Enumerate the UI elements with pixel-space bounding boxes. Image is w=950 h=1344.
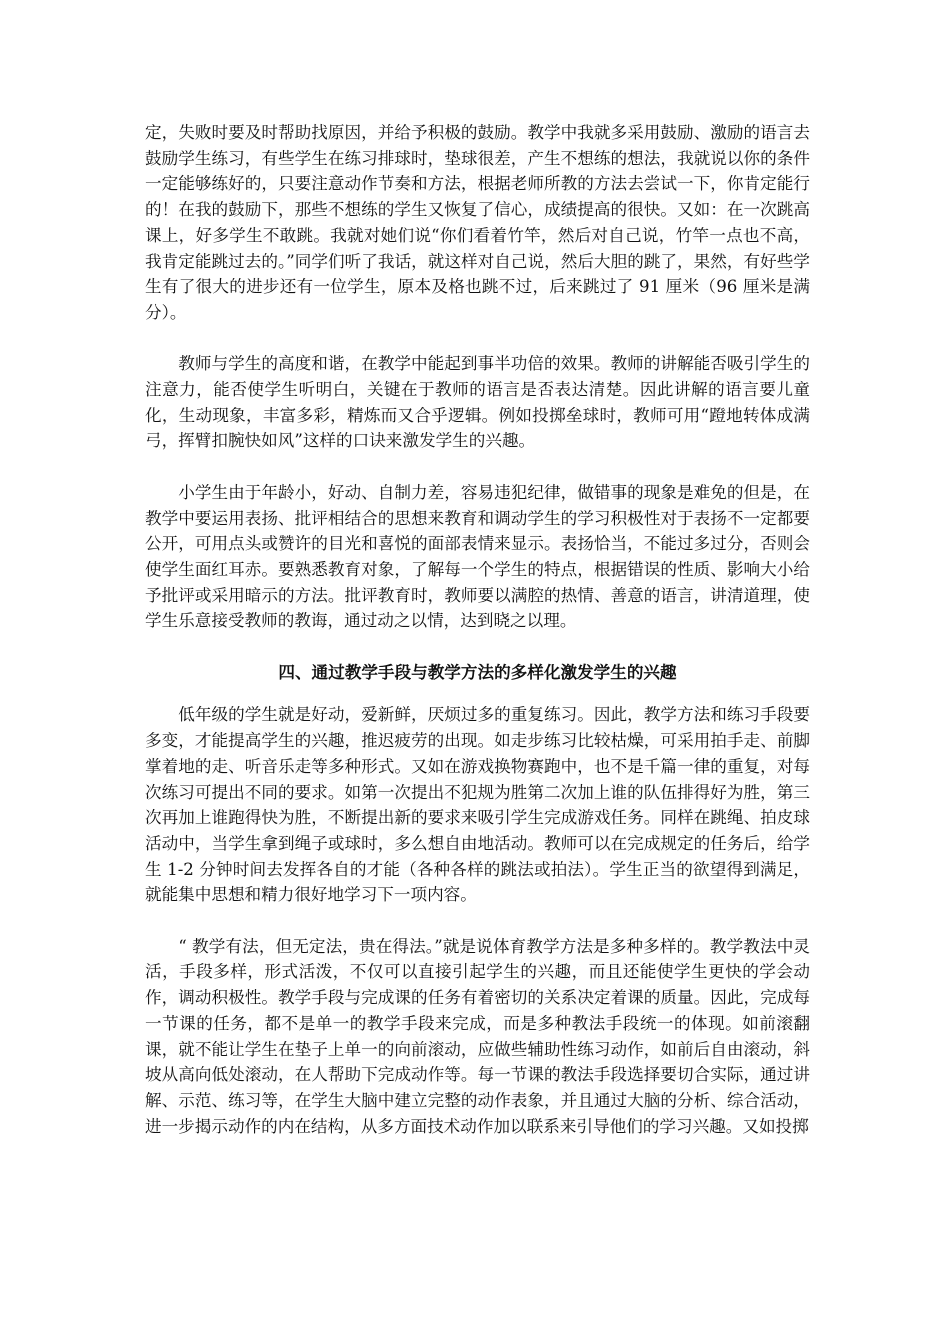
document-page (145, 120, 810, 1165)
paragraph-varied-methods: 低年级的学生就是好动，爱新鲜，厌烦过多的重复练习。因此，教学方法和练习手段要多变，才能提高学生的兴趣，推迟疲劳的出现。如走步练习比较枯燥，可采用拍手走、前脚掌着地的走、听音乐走等多种形式。又如在游戏换物赛跑中，也不是千篇一律的重复，对每次练习可提出不同的要求。如第一次提出不犯规为胜第二次加上谁的队伍排得好为胜，第三次再加上谁跑得快为胜，不断提出新的要求来吸引学生完成游戏任务。同样在跳绳、拍皮球活动中，当学生拿到绳子或球时，多么想自由地活动。教师可以在完成规定的任务后，给学生 1-2 分钟时间去发挥各自的才能（各种各样的跳法或拍法）。学生正当的欲望得到满足，就能集中思想和精力很好地学习下一项内容。 (145, 705, 810, 905)
paragraph-encouragement: 定，失败时要及时帮助找原因，并给予积极的鼓励。教学中我就多采用鼓励、激励的语言去鼓励学生练习，有些学生在练习排球时，垫球很差，产生不想练的想法，我就说以你的条件一定能够练好的，只要注意动作节奏和方法，根据老师所教的方法去尝试一下，你肯定能行的！在我的鼓励下，那些不想练的学生又恢复了信心，成绩提高的很快。又如：在一次跳高课上，好多学生不敢跳。我就对她们说“你们看着竹竿，然后对自己说，竹竿一点也不高，我肯定能跳过去的。”同学们听了我话，就这样对自己说，然后大胆的跳了，果然，有好些学生有了很大的进步还有一位学生，原本及格也跳不过，后来跳过了 91 厘米（96 厘米是满分）。 (145, 123, 810, 322)
paragraph-praise-criticism: 小学生由于年龄小，好动、自制力差，容易违犯纪律，做错事的现象是难免的但是，在教学中要运用表扬、批评相结合的思想来教育和调动学生的学习积极性对于表扬不一定都要公开，可用点头或赞许的目光和喜悦的面部表情来显示。表扬恰当，不能过多过分，否则会使学生面红耳赤。要熟悉教育对象，了解每一个学生的特点，根据错误的性质、影响大小给予批评或采用暗示的方法。批评教育时，教师要以满腔的热情、善意的语言，讲清道理，使学生乐意接受教师的教诲，通过动之以情，达到晓之以理。 (145, 482, 810, 631)
section-heading: 四、通过教学手段与教学方法的多样化激发学生的兴趣 (278, 662, 677, 682)
paragraph-teaching-has-methods: “ 教学有法，但无定法，贵在得法。”就是说体育教学方法是多种多样的。教学教法中灵活，手段多样，形式活泼，不仅可以直接引起学生的兴趣，而且还能使学生更快的学会动作，调动积极性。教学手段与完成课的任务有着密切的关系决定着课的质量。因此，完成每一节课的任务，都不是单一的教学手段来完成，而是多种教法手段统一的体现。如前滚翻课，就不能让学生在垫子上单一的向前滚动，应做些辅助性练习动作，如前后自由滚动，斜坡从高向低处滚动，在人帮助下完成动作等。每一节课的教法手段选择要切合实际，通过讲解、示范、练习等，在学生大脑中建立完整的动作表象，并且通过大脑的分析、综合活动，进一步揭示动作的内在结构，从多方面技术动作加以联系来引导他们的学习兴趣。又如投掷 (145, 936, 810, 1136)
paragraph-teacher-language: 教师与学生的高度和谐，在教学中能起到事半功倍的效果。教师的讲解能否吸引学生的注意力，能否使学生听明白，关键在于教师的语言是否表达清楚。因此讲解的语言要儿童化，生动现象，丰富多彩，精炼而又合乎逻辑。例如投掷垒球时，教师可用“蹬地转体成满弓，挥臂扣腕快如风”这样的口诀来激发学生的兴趣。 (145, 354, 810, 451)
